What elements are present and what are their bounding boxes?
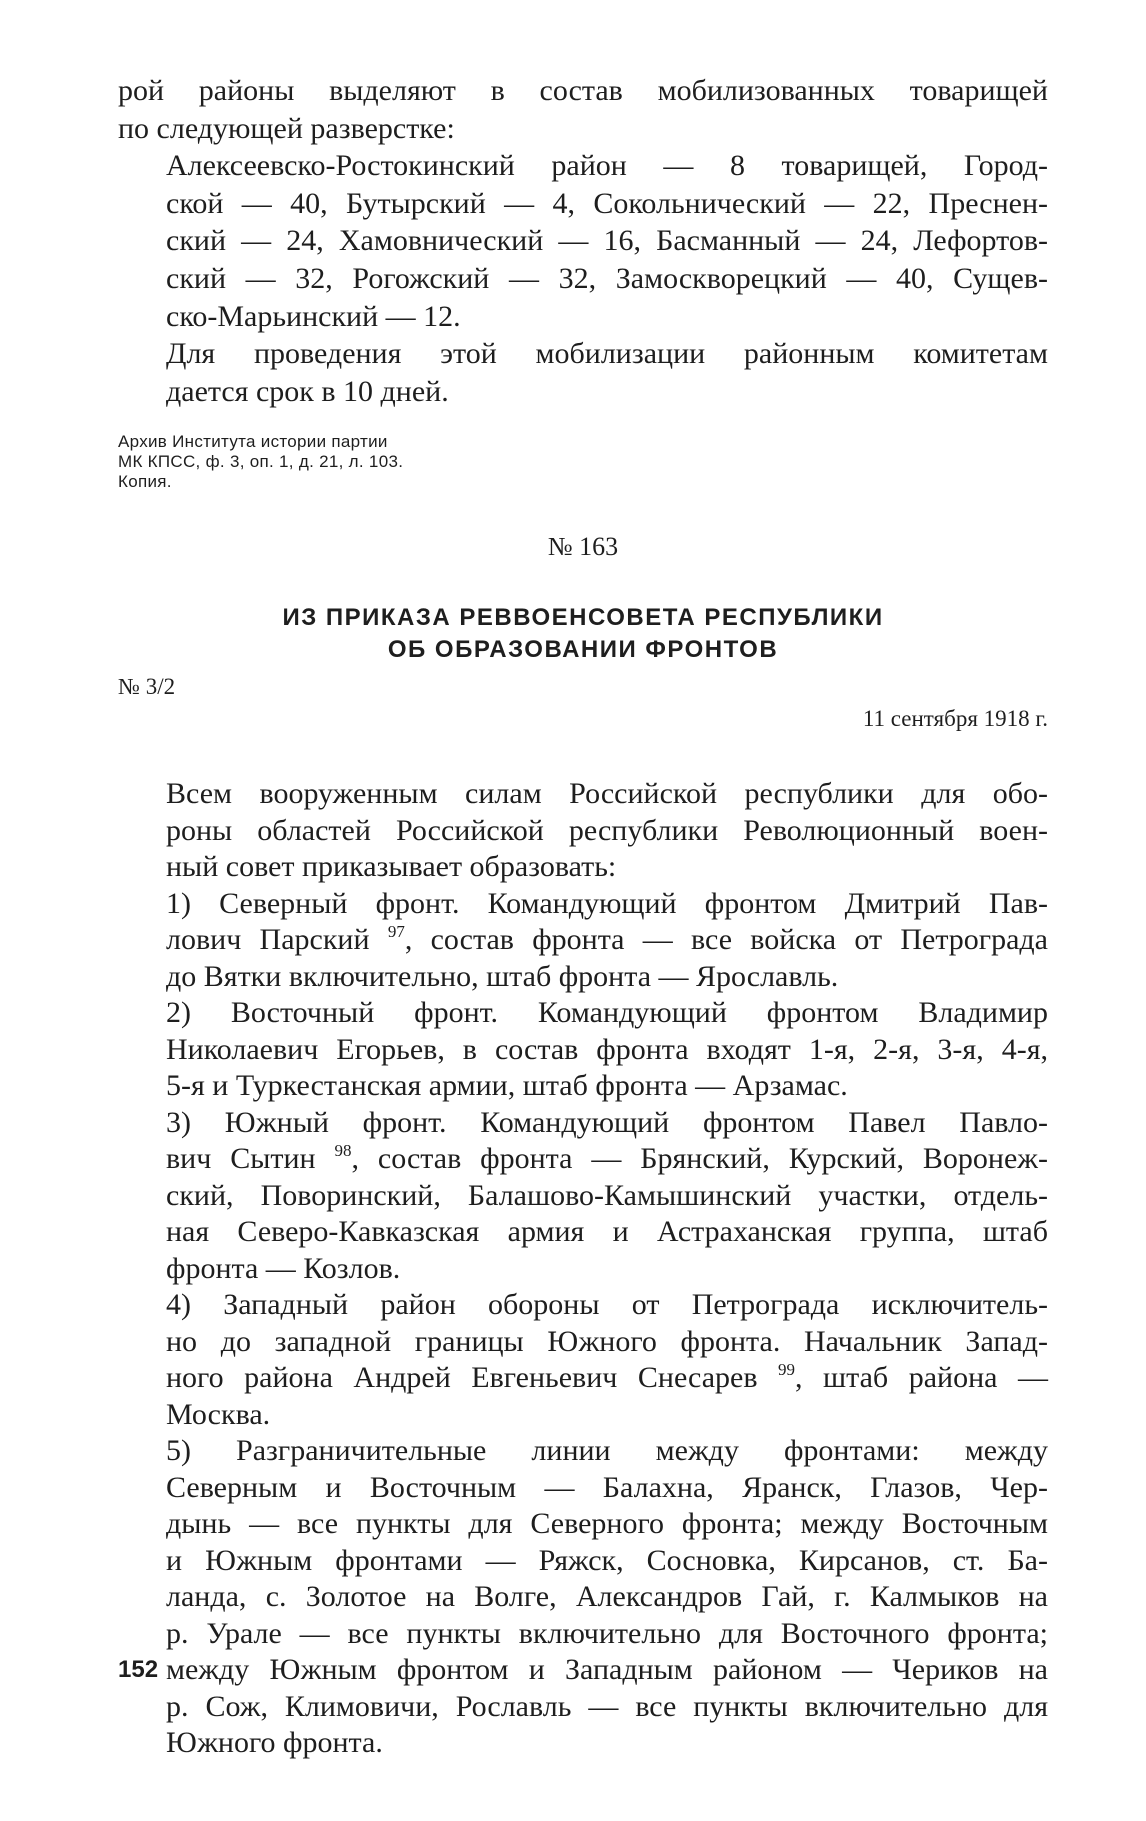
source-line: Архив Института истории партии bbox=[118, 432, 388, 452]
item-eastern-front bbox=[118, 995, 1048, 1105]
deadline-paragraph bbox=[118, 335, 1048, 410]
text-line: ный совет приказывает образовать: bbox=[166, 850, 617, 884]
text-line: до Вятки включительно, штаб фронта — Ярославль. bbox=[166, 959, 839, 993]
text-line: 5) Разграничительные линии между фронтами: между bbox=[166, 1434, 1048, 1468]
source-line: МК КПСС, ф. 3, оп. 1, д. 21, л. 103. bbox=[118, 452, 404, 472]
text-line: Алексеевско-Ростокинский район — 8 товарищей, Город- bbox=[166, 149, 1048, 183]
text-line: 4) Западный район обороны от Петрограда исключитель- bbox=[166, 1288, 1048, 1322]
text-line: фронта — Козлов. bbox=[166, 1251, 401, 1285]
text-segment: , состав фронта — все войска от Петрограда bbox=[404, 923, 1048, 957]
item-southern-front bbox=[118, 1105, 1048, 1288]
text-line: Николаевич Егорьев, в состав фронта входят 1-я, 2-я, 3-я, 4-я, bbox=[166, 1032, 1048, 1066]
page-content bbox=[118, 72, 1048, 1762]
text-line: рой районы выделяют в состав мобилизованных товарищей bbox=[118, 74, 1048, 107]
text-line: р. Урале — все пункты включительно для Восточного фронта; bbox=[166, 1616, 1048, 1650]
item-northern-front bbox=[118, 886, 1048, 996]
text-segment: ного района Андрей Евгеньевич Снесарев bbox=[166, 1361, 779, 1395]
archive-source bbox=[118, 432, 1048, 492]
document-title bbox=[118, 602, 1048, 666]
text-segment: , штаб района — bbox=[795, 1361, 1048, 1395]
text-line: и Южным фронтами — Ряжск, Сосновка, Кирсанов, ст. Ба- bbox=[166, 1543, 1048, 1577]
text-segment: вич Сытин bbox=[166, 1142, 335, 1176]
text-line: ский, Поворинский, Балашово-Камышинский участки, отдель- bbox=[166, 1178, 1048, 1212]
text-line: ский — 24, Хамовнический — 16, Басманный — 24, Лефортов- bbox=[166, 224, 1048, 258]
text-line: роны областей Российской республики Революционный воен- bbox=[166, 813, 1048, 847]
text-line bbox=[118, 922, 1048, 959]
title-line: ИЗ ПРИКАЗА РЕВВОЕНСОВЕТА РЕСПУБЛИКИ bbox=[282, 604, 884, 632]
text-segment: лович Парский bbox=[166, 923, 388, 957]
item-demarcation-lines bbox=[118, 1433, 1048, 1762]
text-line: Москва. bbox=[166, 1397, 271, 1431]
text-line: р. Сож, Климовичи, Рославль — все пункты включительно для bbox=[166, 1689, 1048, 1723]
text-line: Южного фронта. bbox=[166, 1726, 383, 1760]
item-western-region bbox=[118, 1287, 1048, 1433]
intro-paragraph bbox=[118, 776, 1048, 886]
order-meta bbox=[118, 670, 1048, 732]
text-line bbox=[118, 1141, 1048, 1178]
document-number: № 163 bbox=[547, 532, 619, 562]
text-line: дынь — все пункты для Северного фронта; между Восточным bbox=[166, 1507, 1048, 1541]
source-line: Копия. bbox=[118, 472, 172, 492]
text-line: ский — 32, Рогожский — 32, Замоскворецкий — 40, Сущев- bbox=[166, 261, 1048, 295]
title-line: ОБ ОБРАЗОВАНИИ ФРОНТОВ bbox=[387, 636, 779, 664]
text-line: ско-Марьинский — 12. bbox=[166, 299, 461, 333]
text-line: 1) Северный фронт. Командующий фронтом Дмитрий Пав- bbox=[166, 886, 1048, 920]
order-number: № 3/2 bbox=[118, 674, 176, 700]
text-line: Для проведения этой мобилизации районным комитетам bbox=[166, 337, 1048, 371]
footnote-ref: 98 bbox=[334, 1141, 352, 1161]
text-line: Северным и Восточным — Балахна, Яранск, Глазов, Чер- bbox=[166, 1470, 1048, 1504]
footnote-ref: 97 bbox=[387, 922, 405, 942]
text-segment: , состав фронта — Брянский, Курский, Воронеж- bbox=[351, 1142, 1048, 1176]
text-line: 5-я и Туркестанская армии, штаб фронта — Арзамас. bbox=[166, 1069, 848, 1103]
text-line bbox=[118, 1360, 1048, 1397]
text-fragment bbox=[118, 72, 1048, 147]
text-line: по следующей разверстке: bbox=[118, 111, 455, 145]
text-line: но до западной границы Южного фронта. Начальник Запад- bbox=[166, 1324, 1048, 1358]
allocation-paragraph bbox=[118, 147, 1048, 335]
text-line: дается срок в 10 дней. bbox=[166, 374, 449, 408]
footnote-ref: 99 bbox=[778, 1360, 796, 1380]
text-line: ная Северо-Кавказская армия и Астраханская группа, штаб bbox=[166, 1215, 1048, 1249]
text-line: ской — 40, Бутырский — 4, Сокольнический — 22, Преснен- bbox=[166, 186, 1048, 220]
order-date: 11 сентября 1918 г. bbox=[862, 706, 1048, 732]
page-number: 152 bbox=[118, 1656, 159, 1683]
order-body bbox=[118, 776, 1048, 1762]
text-line: 2) Восточный фронт. Командующий фронтом Владимир bbox=[166, 996, 1048, 1030]
text-line: 3) Южный фронт. Командующий фронтом Павел Павло- bbox=[166, 1105, 1048, 1139]
text-line: между Южным фронтом и Западным районом — Чериков на bbox=[166, 1653, 1048, 1687]
text-line: ланда, с. Золотое на Волге, Александров Гай, г. Калмыков на bbox=[166, 1580, 1048, 1614]
text-line: Всем вооруженным силам Российской республики для обо- bbox=[166, 777, 1048, 811]
